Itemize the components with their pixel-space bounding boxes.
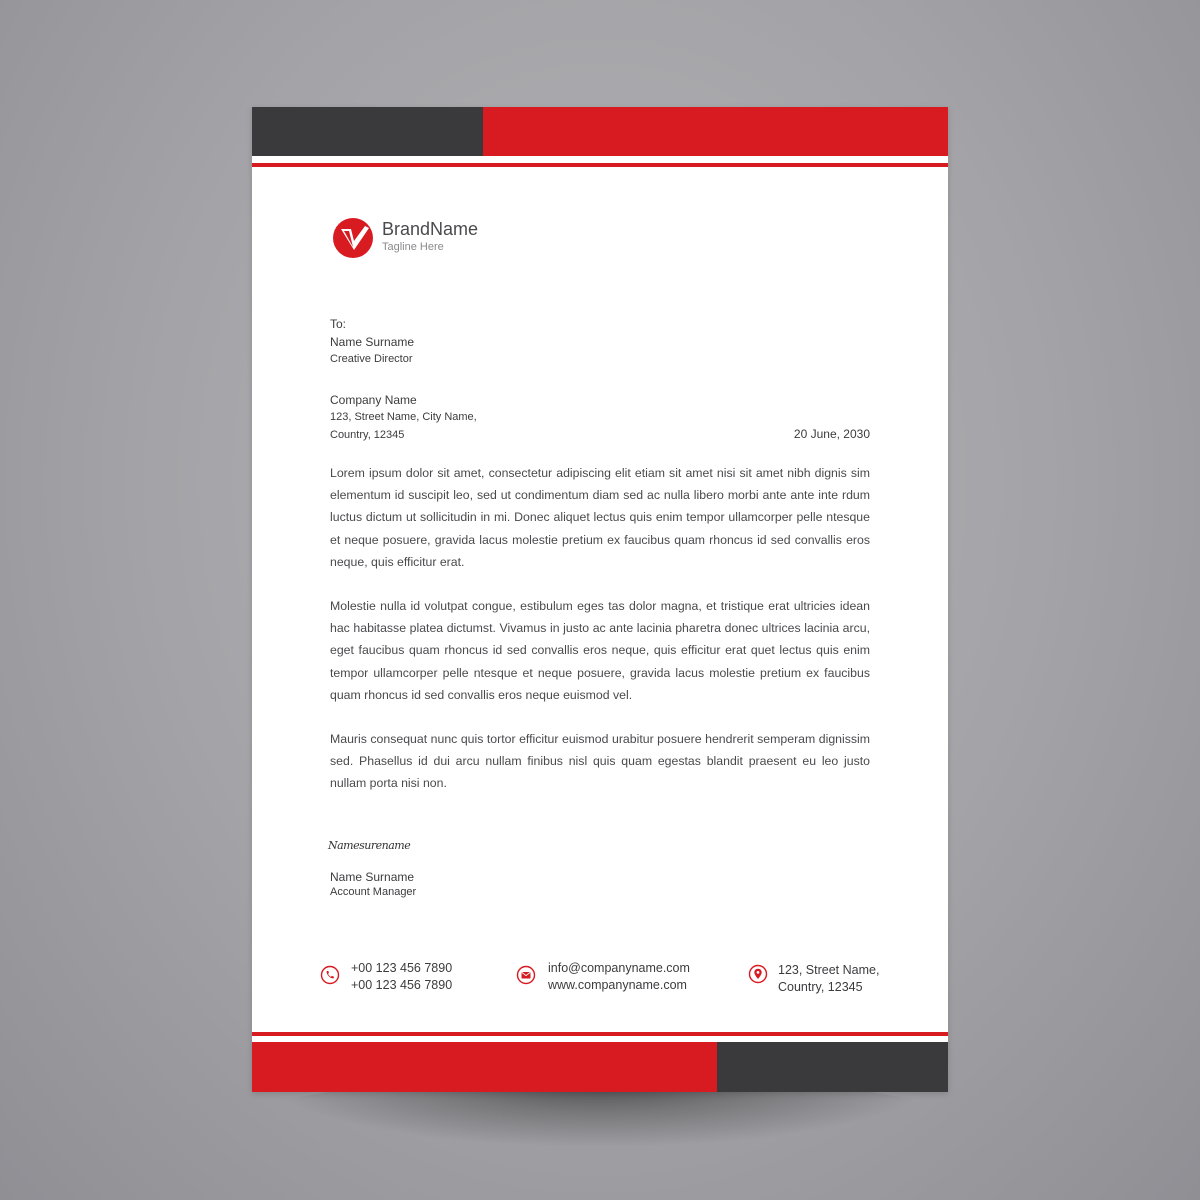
body-paragraph-3: Mauris consequat nunc quis tortor efficitur euismod urabitur posuere hendrerit semperam dignissim sed. Phasellus id dui arcu nullam finibus nisl quis quam egestas blandit praesent eu leo justo nullam porta nisi non. [330,732,870,791]
recipient-address-line1: 123, Street Name, City Name, [330,411,477,423]
handwritten-signature [328,839,428,861]
footer-phone [351,960,452,993]
phone-icon [320,965,340,985]
recipient-name: Name Surname [330,335,415,349]
envelope-icon [516,965,536,985]
brand-tagline: Tagline Here [382,241,444,253]
to-label: To: [330,317,347,331]
footer-dark-bar [717,1042,948,1092]
footer-address-line2: Country, 12345 [778,979,863,994]
location-pin-icon [748,964,768,984]
brand-name: BrandName [382,219,479,239]
email-address[interactable]: info@companyname.com [548,961,690,975]
website-url[interactable]: www.companyname.com [548,977,687,992]
header-red-bar [483,107,948,156]
letterhead-page [252,107,948,1092]
footer-red-bar [252,1042,717,1092]
recipient-address-line2: Country, 12345 [330,429,405,441]
signer-title: Account Manager [330,886,417,898]
phone-number-2: +00 123 456 7890 [351,977,453,992]
signature-script: Namesurename [328,839,411,852]
letter-date: 20 June, 2030 [793,427,870,441]
header-dark-bar [252,107,483,156]
recipient-title: Creative Director [330,353,413,365]
phone-number-1: +00 123 456 7890 [351,961,453,975]
signer-name: Name Surname [330,870,415,884]
footer-address [778,962,879,995]
recipient-company: Company Name [330,393,417,407]
footer-red-line [252,1032,948,1036]
brand-logo-icon [332,217,374,259]
body-paragraph-2: Molestie nulla id volutpat congue, estibulum eges tas dolor magna, et tristique erat ultricies idean hac habitasse platea dictumst. Vivamus in justo ac ante lacinia pharetra donec ultrices lacinia arcu, eget faucibus quam rhoncus id sed convallis eros neque, quis efficitur erat quet lectus quis enim tempor ullamcorper pelle ntesque et neque posuere, gravida lacus molestie pretium ex faucibus quam rhoncus id sed convallis eros neque euismod vel. [330,599,870,702]
footer-email-web [548,960,690,993]
body-paragraph-1: Lorem ipsum dolor sit amet, consectetur adipiscing elit etiam sit amet nisi sit amet nibh dignis sim elementum id suscipit leo, sed ut condimentum diam sed ac nulla libero morbi ante ante inte rdum luctus dictum ut sollicitudin in mi. Donec aliquet lectus quis enim tempor ullamcorper pelle ntesque et neque posuere, gravida lacus molestie pretium ex faucibus quam rhoncus id sed convallis eros neque, quis efficitur erat. [330,466,870,569]
footer-address-line1: 123, Street Name, [778,963,880,977]
header-red-line [252,163,948,167]
